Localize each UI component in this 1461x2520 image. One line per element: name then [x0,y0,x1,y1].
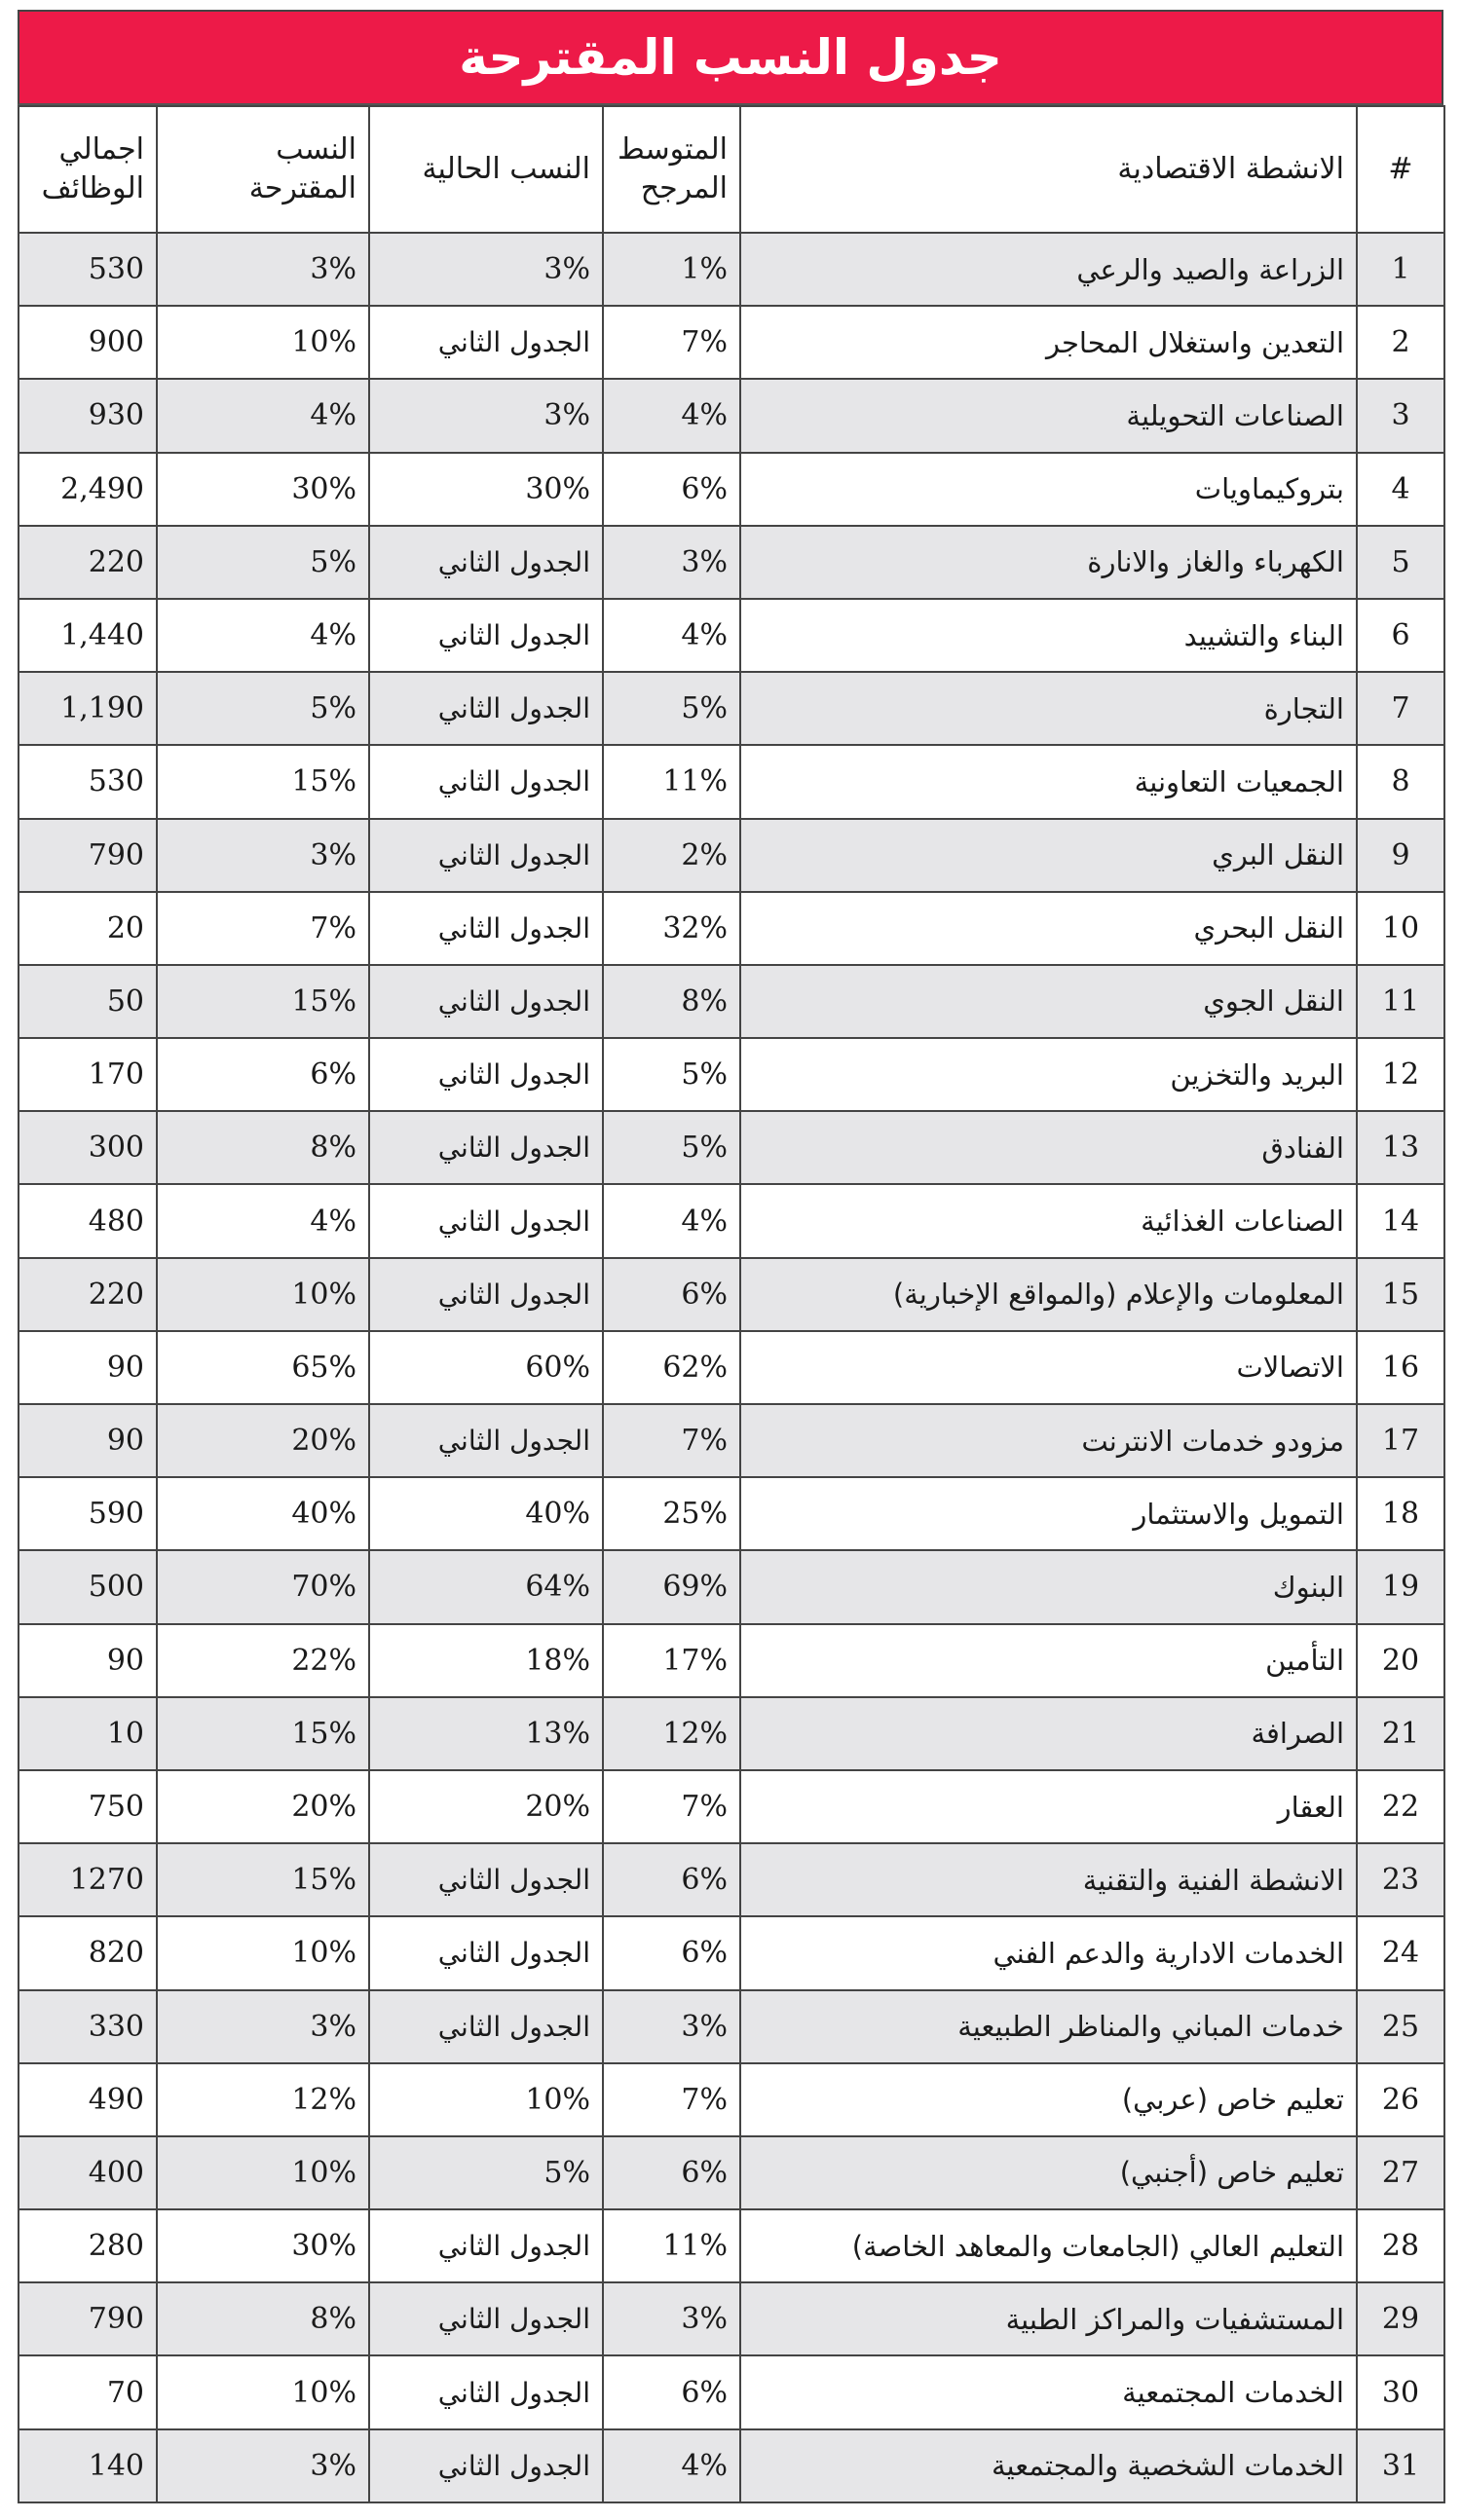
current-ratio: الجدول الثاني [369,1038,603,1111]
row-number: 14 [1357,1184,1444,1257]
current-ratio: 3% [369,233,603,306]
proposed-ratio: 4% [157,1184,369,1257]
current-ratio: الجدول الثاني [369,2282,603,2355]
row-number: 16 [1357,1331,1444,1404]
row-number: 22 [1357,1770,1444,1843]
current-ratio: الجدول الثاني [369,2429,603,2502]
activity-name: التمويل والاستثمار [740,1477,1357,1550]
table-row [19,2136,1444,2209]
total-jobs: 300 [19,1111,157,1184]
table-row [19,745,1444,818]
row-number: 27 [1357,2136,1444,2209]
weighted-average: 6% [603,2136,740,2209]
table-row [19,1843,1444,1916]
table-row [19,1331,1444,1404]
proposed-ratio: 3% [157,819,369,892]
weighted-average: 3% [603,2282,740,2355]
total-jobs: 530 [19,745,157,818]
total-jobs: 50 [19,965,157,1038]
weighted-average: 4% [603,2429,740,2502]
header-activity: الانشطة الاقتصادية [740,106,1357,233]
weighted-average: 17% [603,1624,740,1697]
activity-name: الجمعيات التعاونية [740,745,1357,818]
row-number: 12 [1357,1038,1444,1111]
row-number: 3 [1357,379,1444,452]
weighted-average: 6% [603,1843,740,1916]
proposed-ratio: 4% [157,599,369,672]
row-number: 2 [1357,306,1444,379]
proposed-ratio: 40% [157,1477,369,1550]
row-number: 29 [1357,2282,1444,2355]
current-ratio: 18% [369,1624,603,1697]
row-number: 30 [1357,2355,1444,2428]
row-number: 7 [1357,672,1444,745]
activity-name: الفنادق [740,1111,1357,1184]
weighted-average: 5% [603,672,740,745]
weighted-average: 7% [603,1770,740,1843]
activity-name: المستشفيات والمراكز الطبية [740,2282,1357,2355]
weighted-average: 1% [603,233,740,306]
activity-name: التعليم العالي (الجامعات والمعاهد الخاصة) [740,2209,1357,2282]
current-ratio: 3% [369,379,603,452]
activity-name: العقار [740,1770,1357,1843]
total-jobs: 70 [19,2355,157,2428]
total-jobs: 900 [19,306,157,379]
total-jobs: 170 [19,1038,157,1111]
activity-name: التجارة [740,672,1357,745]
current-ratio: الجدول الثاني [369,1916,603,1989]
weighted-average: 32% [603,892,740,965]
total-jobs: 10 [19,1697,157,1770]
total-jobs: 400 [19,2136,157,2209]
weighted-average: 7% [603,306,740,379]
activity-name: خدمات المباني والمناظر الطبيعية [740,1990,1357,2063]
row-number: 23 [1357,1843,1444,1916]
current-ratio: الجدول الثاني [369,1990,603,2063]
activity-name: الصناعات الغذائية [740,1184,1357,1257]
proposed-ratio: 20% [157,1770,369,1843]
total-jobs: 2,490 [19,453,157,526]
activity-name: البنوك [740,1550,1357,1623]
header-current: النسب الحالية [369,106,603,233]
table-row [19,1404,1444,1477]
total-jobs: 930 [19,379,157,452]
current-ratio: الجدول الثاني [369,306,603,379]
current-ratio: الجدول الثاني [369,526,603,599]
table-row [19,1990,1444,2063]
weighted-average: 12% [603,1697,740,1770]
proposed-ratios-table-container [18,10,1443,2503]
current-ratio: الجدول الثاني [369,892,603,965]
proposed-ratio: 10% [157,2355,369,2428]
activity-name: الخدمات الادارية والدعم الفني [740,1916,1357,1989]
ratios-table [18,105,1445,2503]
weighted-average: 5% [603,1038,740,1111]
header-num: # [1357,106,1444,233]
table-row [19,233,1444,306]
weighted-average: 4% [603,379,740,452]
weighted-average: 7% [603,1404,740,1477]
current-ratio: 13% [369,1697,603,1770]
activity-name: البناء والتشييد [740,599,1357,672]
current-ratio: 20% [369,1770,603,1843]
total-jobs: 330 [19,1990,157,2063]
proposed-ratio: 10% [157,1258,369,1331]
activity-name: الخدمات المجتمعية [740,2355,1357,2428]
proposed-ratio: 8% [157,2282,369,2355]
row-number: 18 [1357,1477,1444,1550]
table-row [19,1477,1444,1550]
table-body [19,233,1444,2502]
total-jobs: 220 [19,1258,157,1331]
total-jobs: 480 [19,1184,157,1257]
table-row [19,2429,1444,2502]
total-jobs: 820 [19,1916,157,1989]
current-ratio: الجدول الثاني [369,2355,603,2428]
proposed-ratio: 7% [157,892,369,965]
proposed-ratio: 3% [157,233,369,306]
table-row [19,2209,1444,2282]
activity-name: التعدين واستغلال المحاجر [740,306,1357,379]
table-row [19,306,1444,379]
row-number: 20 [1357,1624,1444,1697]
weighted-average: 6% [603,453,740,526]
activity-name: النقل البحري [740,892,1357,965]
current-ratio: الجدول الثاني [369,745,603,818]
total-jobs: 1270 [19,1843,157,1916]
row-number: 13 [1357,1111,1444,1184]
proposed-ratio: 3% [157,1990,369,2063]
proposed-ratio: 8% [157,1111,369,1184]
table-row [19,1038,1444,1111]
proposed-ratio: 5% [157,672,369,745]
proposed-ratio: 15% [157,745,369,818]
weighted-average: 3% [603,1990,740,2063]
row-number: 21 [1357,1697,1444,1770]
current-ratio: الجدول الثاني [369,819,603,892]
row-number: 5 [1357,526,1444,599]
header-row [19,106,1444,233]
table-row [19,1697,1444,1770]
total-jobs: 750 [19,1770,157,1843]
row-number: 1 [1357,233,1444,306]
current-ratio: الجدول الثاني [369,1404,603,1477]
activity-name: الزراعة والصيد والرعي [740,233,1357,306]
proposed-ratio: 12% [157,2063,369,2136]
current-ratio: الجدول الثاني [369,1184,603,1257]
current-ratio: الجدول الثاني [369,1258,603,1331]
total-jobs: 20 [19,892,157,965]
proposed-ratio: 30% [157,453,369,526]
row-number: 31 [1357,2429,1444,2502]
table-row [19,892,1444,965]
table-row [19,379,1444,452]
proposed-ratio: 5% [157,526,369,599]
activity-name: الانشطة الفنية والتقنية [740,1843,1357,1916]
table-row [19,2063,1444,2136]
proposed-ratio: 10% [157,1916,369,1989]
table-row [19,1550,1444,1623]
current-ratio: الجدول الثاني [369,599,603,672]
table-row [19,526,1444,599]
proposed-ratio: 30% [157,2209,369,2282]
row-number: 8 [1357,745,1444,818]
total-jobs: 500 [19,1550,157,1623]
total-jobs: 90 [19,1404,157,1477]
total-jobs: 90 [19,1624,157,1697]
row-number: 24 [1357,1916,1444,1989]
weighted-average: 4% [603,599,740,672]
table-row [19,2282,1444,2355]
table-row [19,1624,1444,1697]
activity-name: الاتصالات [740,1331,1357,1404]
weighted-average: 25% [603,1477,740,1550]
current-ratio: 5% [369,2136,603,2209]
activity-name: الصرافة [740,1697,1357,1770]
row-number: 9 [1357,819,1444,892]
current-ratio: 64% [369,1550,603,1623]
weighted-average: 5% [603,1111,740,1184]
current-ratio: 10% [369,2063,603,2136]
table-title: جدول النسب المقترحة [459,29,1002,86]
weighted-average: 7% [603,2063,740,2136]
table-row [19,672,1444,745]
activity-name: تعليم خاص (أجنبي) [740,2136,1357,2209]
proposed-ratio: 15% [157,1697,369,1770]
table-row [19,1111,1444,1184]
current-ratio: الجدول الثاني [369,2209,603,2282]
proposed-ratio: 20% [157,1404,369,1477]
row-number: 28 [1357,2209,1444,2282]
table-row [19,599,1444,672]
activity-name: النقل الجوي [740,965,1357,1038]
total-jobs: 590 [19,1477,157,1550]
activity-name: الكهرباء والغاز والانارة [740,526,1357,599]
row-number: 6 [1357,599,1444,672]
table-row [19,453,1444,526]
weighted-average: 11% [603,745,740,818]
proposed-ratio: 15% [157,1843,369,1916]
activity-name: تعليم خاص (عربي) [740,2063,1357,2136]
table-row [19,1770,1444,1843]
total-jobs: 90 [19,1331,157,1404]
activity-name: التأمين [740,1624,1357,1697]
proposed-ratio: 4% [157,379,369,452]
total-jobs: 280 [19,2209,157,2282]
total-jobs: 1,440 [19,599,157,672]
total-jobs: 490 [19,2063,157,2136]
row-number: 15 [1357,1258,1444,1331]
weighted-average: 8% [603,965,740,1038]
proposed-ratio: 15% [157,965,369,1038]
total-jobs: 140 [19,2429,157,2502]
current-ratio: الجدول الثاني [369,965,603,1038]
header-weighted-avg: المتوسط المرجح [603,106,740,233]
table-row [19,819,1444,892]
total-jobs: 790 [19,2282,157,2355]
header-total-jobs: اجمالي الوظائف [19,106,157,233]
proposed-ratio: 65% [157,1331,369,1404]
proposed-ratio: 22% [157,1624,369,1697]
current-ratio: 40% [369,1477,603,1550]
total-jobs: 530 [19,233,157,306]
total-jobs: 220 [19,526,157,599]
title-band [18,10,1443,105]
proposed-ratio: 70% [157,1550,369,1623]
table-row [19,1184,1444,1257]
row-number: 17 [1357,1404,1444,1477]
row-number: 11 [1357,965,1444,1038]
weighted-average: 62% [603,1331,740,1404]
activity-name: الصناعات التحويلية [740,379,1357,452]
weighted-average: 2% [603,819,740,892]
header-proposed: النسب المقترحة [157,106,369,233]
activity-name: المعلومات والإعلام (والمواقع الإخبارية) [740,1258,1357,1331]
weighted-average: 6% [603,2355,740,2428]
weighted-average: 6% [603,1258,740,1331]
activity-name: البريد والتخزين [740,1038,1357,1111]
current-ratio: 60% [369,1331,603,1404]
row-number: 10 [1357,892,1444,965]
row-number: 26 [1357,2063,1444,2136]
weighted-average: 11% [603,2209,740,2282]
current-ratio: الجدول الثاني [369,1111,603,1184]
table-row [19,1258,1444,1331]
proposed-ratio: 10% [157,306,369,379]
row-number: 4 [1357,453,1444,526]
weighted-average: 3% [603,526,740,599]
table-row [19,965,1444,1038]
total-jobs: 790 [19,819,157,892]
proposed-ratio: 3% [157,2429,369,2502]
current-ratio: 30% [369,453,603,526]
current-ratio: الجدول الثاني [369,1843,603,1916]
proposed-ratio: 6% [157,1038,369,1111]
proposed-ratio: 10% [157,2136,369,2209]
row-number: 19 [1357,1550,1444,1623]
row-number: 25 [1357,1990,1444,2063]
activity-name: مزودو خدمات الانترنت [740,1404,1357,1477]
current-ratio: الجدول الثاني [369,672,603,745]
activity-name: الخدمات الشخصية والمجتمعية [740,2429,1357,2502]
table-row [19,2355,1444,2428]
activity-name: بتروكيماويات [740,453,1357,526]
weighted-average: 4% [603,1184,740,1257]
activity-name: النقل البري [740,819,1357,892]
weighted-average: 69% [603,1550,740,1623]
total-jobs: 1,190 [19,672,157,745]
table-row [19,1916,1444,1989]
weighted-average: 6% [603,1916,740,1989]
